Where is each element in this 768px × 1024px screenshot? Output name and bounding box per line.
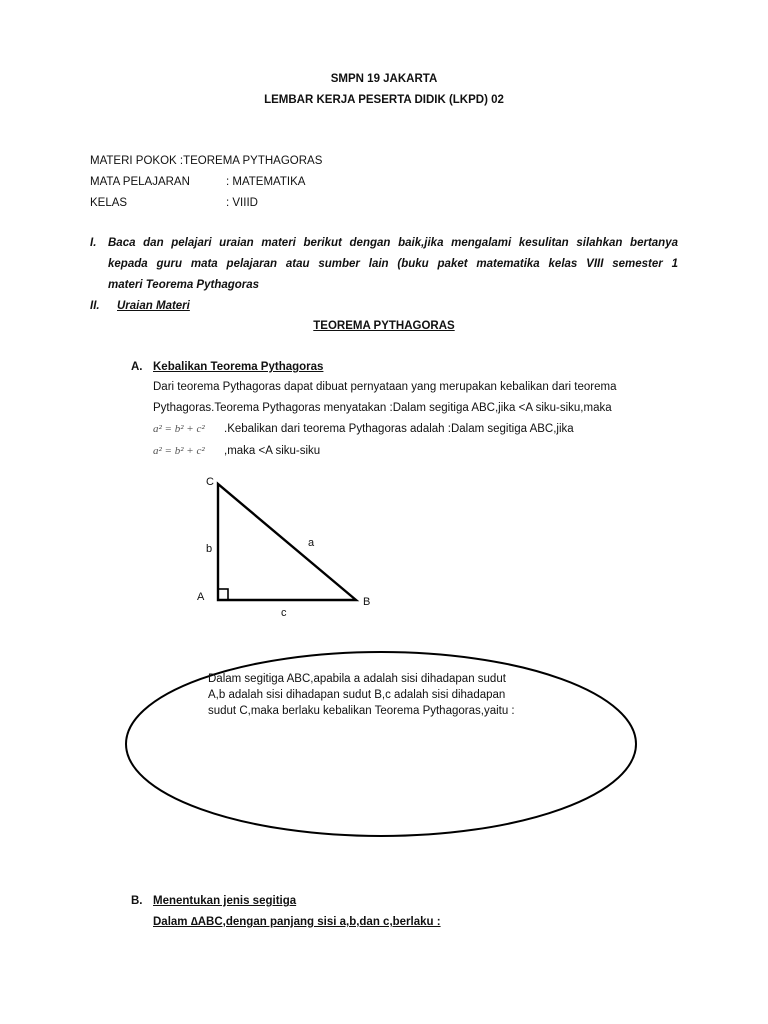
part-a-line-1: Dari teorema Pythagoras dapat dibuat pernyataan yang merupakan kebalikan dari teorema [153,381,617,393]
document-title: LEMBAR KERJA PESERTA DIDIK (LKPD) 02 [264,94,504,106]
vertex-c-label: C [206,476,214,488]
right-angle-marker [218,589,228,600]
section-1-line-2: kepada guru mata pelajaran atau sumber lain (buku paket matematika kelas VIII semester 1 [108,258,678,270]
section-1-number: I. [90,237,97,249]
part-a-line-2: Pythagoras.Teorema Pythagoras menyatakan :Dalam segitiga ABC,jika <A siku-siku,maka [153,402,612,414]
part-a-letter: A. [131,361,143,373]
part-b-letter: B. [131,895,143,907]
equation-2: a² = b² + c² [153,445,205,457]
side-a-label: a [308,537,315,549]
part-b-subtitle: Dalam ∆ABC,dengan panjang sisi a,b,dan c,berlaku : [153,916,441,928]
mapel-label: MATA PELAJARAN [90,176,190,188]
section-2-title: Uraian Materi [117,300,190,312]
part-a-line-4: ,maka <A siku-siku [224,445,321,457]
triangle-shape [218,484,356,600]
side-c-label: c [281,607,287,619]
section-2-number: II. [90,300,100,312]
section-1-line-3: materi Teorema Pythagoras [108,279,260,291]
main-title: TEOREMA PYTHAGORAS [313,320,455,332]
equation-1: a² = b² + c² [153,423,205,435]
part-a-title: Kebalikan Teorema Pythagoras [153,361,324,373]
ellipse-text-line-3: sudut C,maka berlaku kebalikan Teorema Pythagoras,yaitu : [208,705,515,717]
school-name: SMPN 19 JAKARTA [330,73,438,85]
materi-pokok: MATERI POKOK :TEOREMA PYTHAGORAS [90,155,323,167]
kelas-value: : VIIID [226,197,258,209]
part-b-title: Menentukan jenis segitiga [153,895,297,907]
side-b-label: b [206,543,213,555]
vertex-a-label: A [197,591,205,603]
ellipse-text-line-2: A,b adalah sisi dihadapan sudut B,c adalah sisi dihadapan [208,689,506,701]
part-a-line-3: .Kebalikan dari teorema Pythagoras adalah :Dalam segitiga ABC,jika [224,423,574,435]
ellipse-text-line-1: Dalam segitiga ABC,apabila a adalah sisi dihadapan sudut [208,673,506,685]
section-1-line-1: Baca dan pelajari uraian materi berikut dengan baik,jika mengalami kesulitan silahkan bertanya [108,237,678,249]
kelas-label: KELAS [90,197,128,209]
mapel-value: : MATEMATIKA [226,176,306,188]
vertex-b-label: B [363,596,371,608]
